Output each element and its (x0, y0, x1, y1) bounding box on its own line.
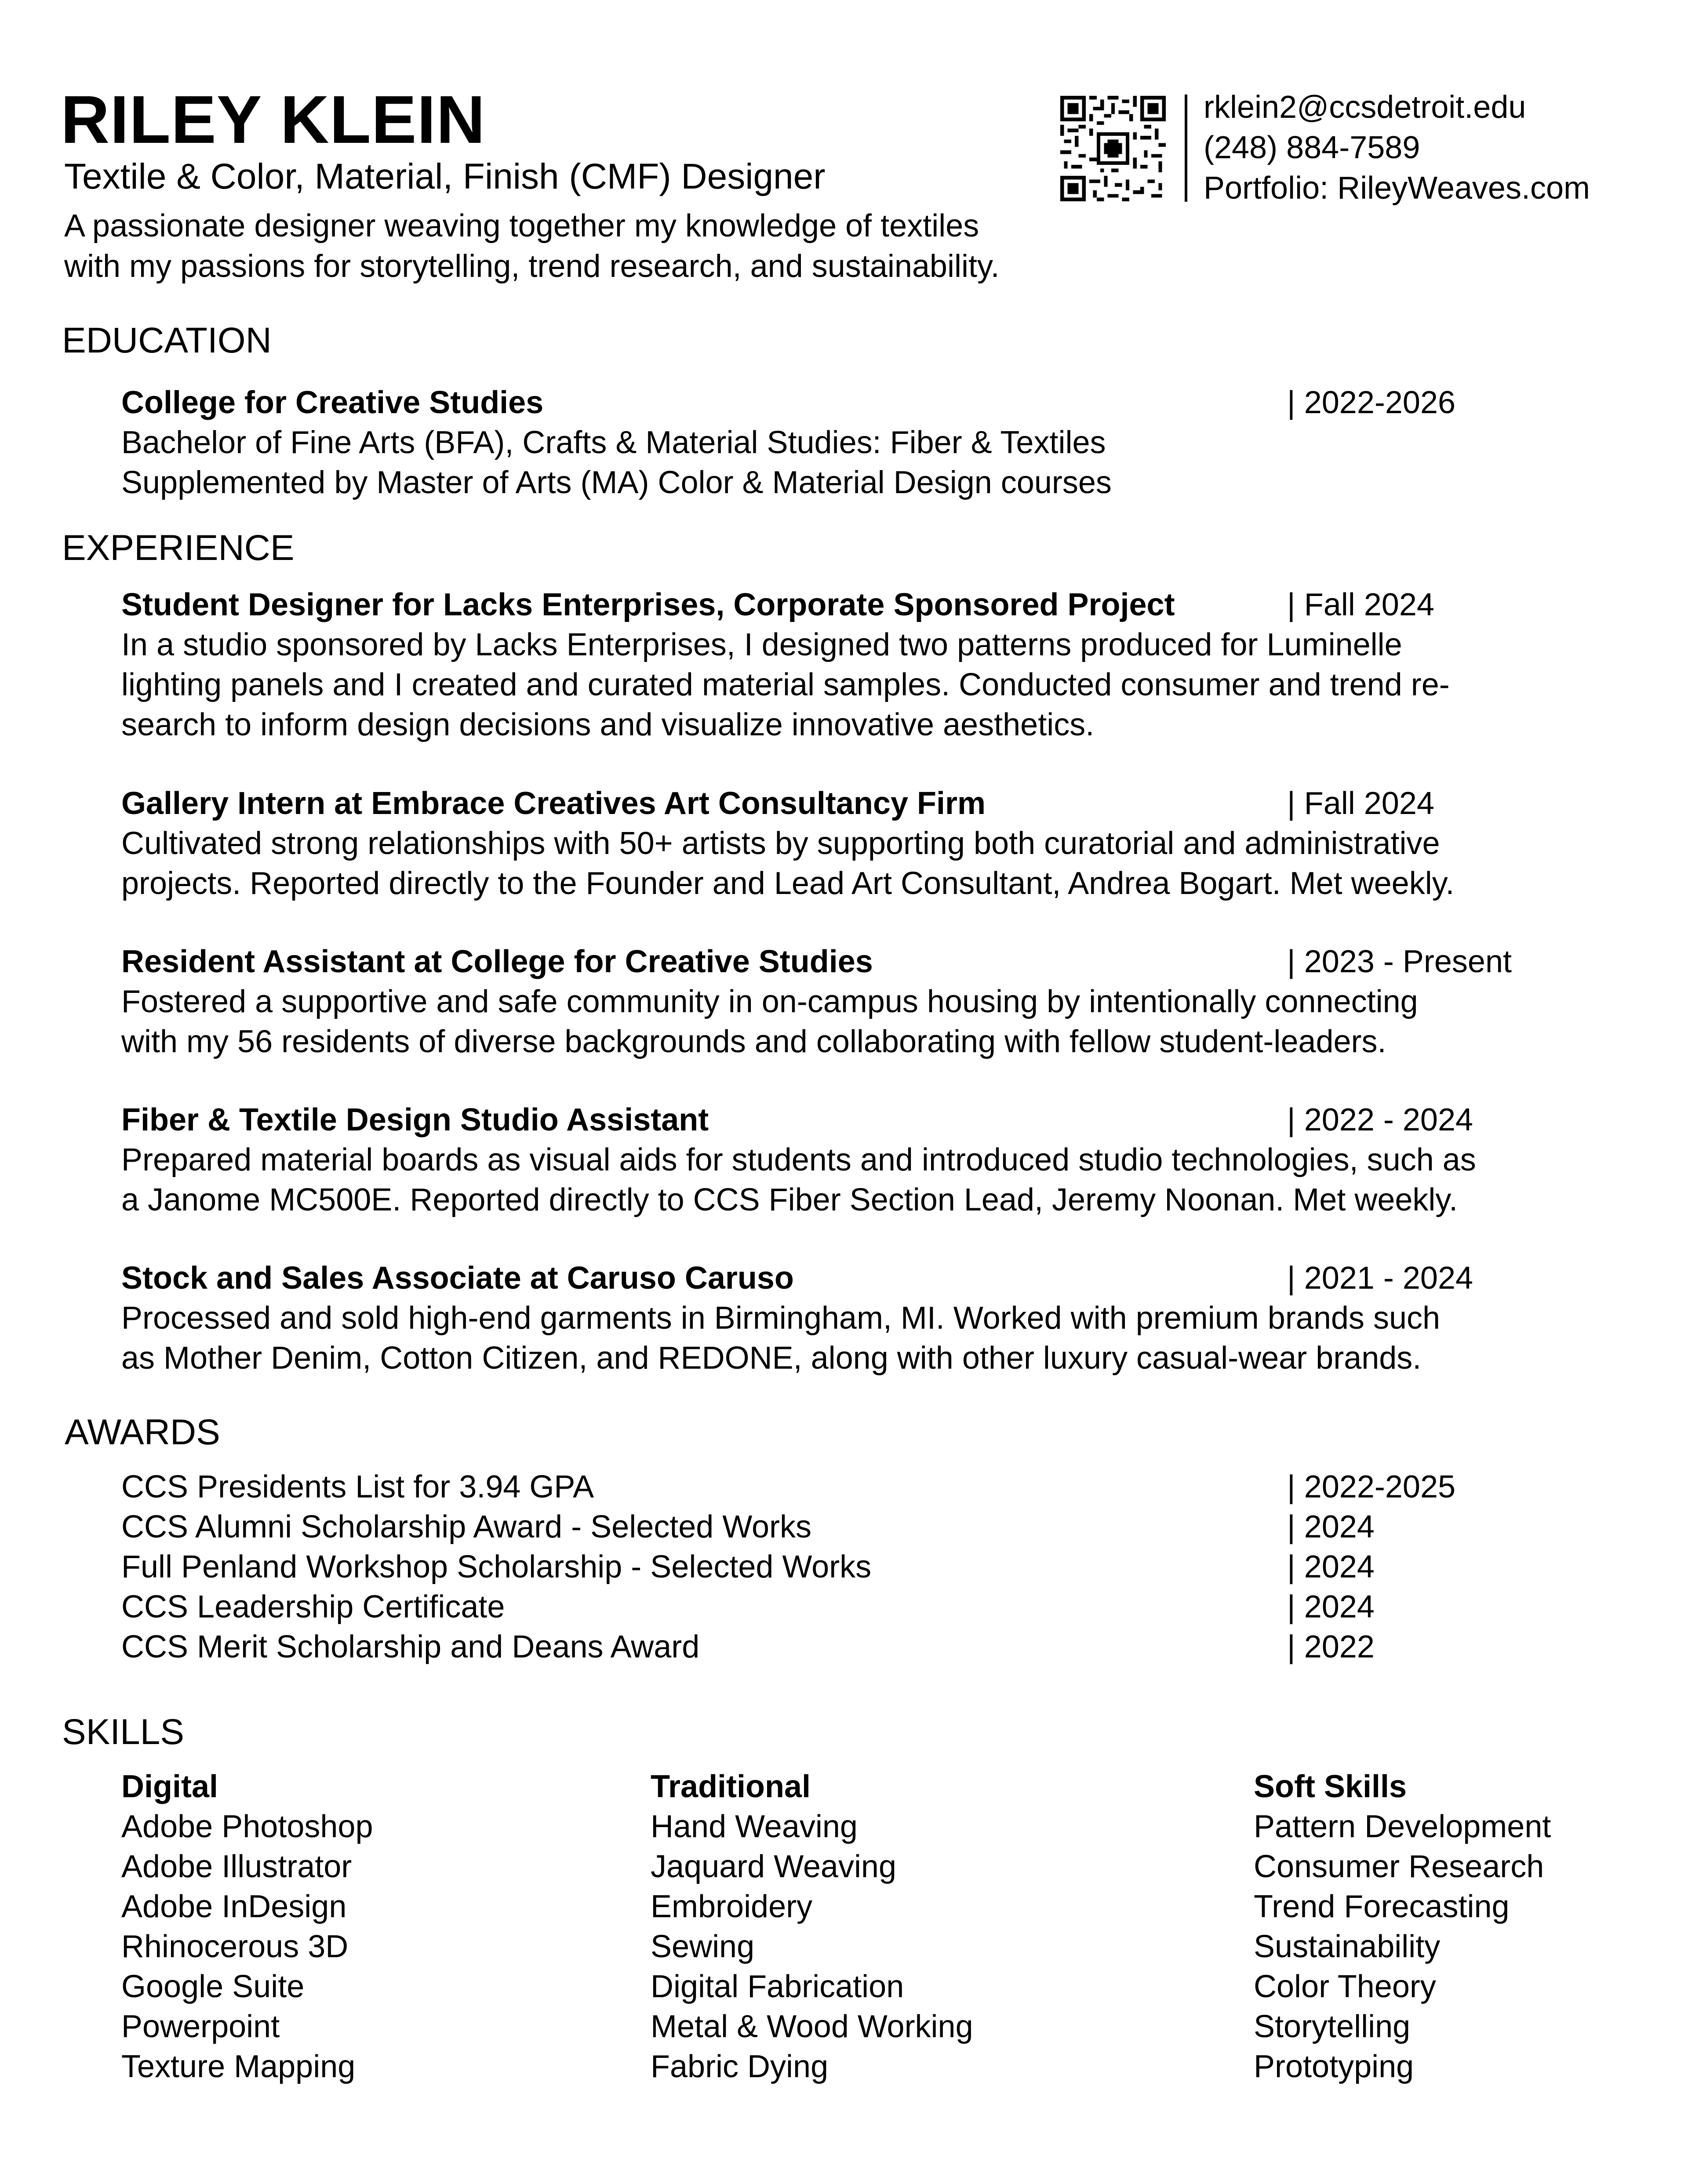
award-name: CCS Leadership Certificate (121, 1589, 505, 1624)
description-line: with my 56 residents of diverse backgrounds and collaborating with fellow student-leaders. (121, 1024, 1386, 1059)
skills-column-traditional (651, 1767, 973, 2087)
skill-item: Sewing (651, 1929, 755, 1964)
contact-info (1204, 87, 1590, 208)
skill-item: Adobe Photoshop (121, 1809, 373, 1844)
skills-column-title: Digital (121, 1769, 218, 1804)
skill-item: Embroidery (651, 1889, 813, 1924)
skill-item: Rhinocerous 3D (121, 1929, 349, 1964)
contact-phone[interactable]: (248) 884-7589 (1204, 130, 1420, 165)
summary-line: with my passions for storytelling, trend research, and sustainability. (64, 249, 1000, 284)
skill-item: Trend Forecasting (1254, 1889, 1510, 1924)
skill-item: Jaquard Weaving (651, 1849, 897, 1884)
education-line: Supplemented by Master of Arts (MA) Color & Material Design courses (121, 465, 1112, 500)
experience-description (121, 982, 1418, 1062)
description-line: projects. Reported directly to the Founder and Lead Art Consultant, Andrea Bogart. Met weekly. (121, 866, 1455, 901)
skills-column-soft (1254, 1767, 1551, 2087)
experience-date: | 2021 - 2024 (1287, 1261, 1473, 1296)
education-date: | 2022-2026 (1287, 385, 1456, 420)
skill-item: Consumer Research (1254, 1849, 1544, 1884)
experience-title: Fiber & Textile Design Studio Assistant (121, 1102, 709, 1137)
awards-heading: AWARDS (65, 1412, 220, 1452)
description-line: a Janome MC500E. Reported directly to CCS Fiber Section Lead, Jeremy Noonan. Met weekly. (121, 1182, 1458, 1217)
experience-date: | 2023 - Present (1287, 944, 1512, 979)
awards-list (121, 1467, 871, 1667)
description-line: In a studio sponsored by Lacks Enterprises, I designed two patterns produced for Luminelle (121, 627, 1402, 662)
award-date: | 2024 (1287, 1589, 1375, 1624)
summary-line: A passionate designer weaving together my knowledge of textiles (64, 208, 979, 243)
experience-description (121, 1298, 1440, 1378)
qr-code-icon[interactable] (1060, 96, 1166, 201)
award-name: CCS Alumni Scholarship Award - Selected Works (121, 1509, 812, 1544)
experience-description (121, 824, 1454, 904)
skill-item: Hand Weaving (651, 1809, 858, 1844)
award-name: CCS Merit Scholarship and Deans Award (121, 1629, 700, 1664)
description-line: Cultivated strong relationships with 50+ artists by supporting both curatorial and administrative (121, 826, 1440, 861)
skills-heading: SKILLS (62, 1712, 185, 1752)
experience-date: | 2022 - 2024 (1287, 1102, 1473, 1137)
description-line: lighting panels and I created and curated material samples. Conducted consumer and trend re- (121, 667, 1450, 702)
skill-item: Adobe Illustrator (121, 1849, 352, 1884)
experience-title: Gallery Intern at Embrace Creatives Art Consultancy Firm (121, 786, 986, 821)
skills-column-title: Soft Skills (1254, 1769, 1407, 1804)
education-line: Bachelor of Fine Arts (BFA), Crafts & Material Studies: Fiber & Textiles (121, 425, 1106, 460)
experience-title: Stock and Sales Associate at Caruso Caruso (121, 1261, 794, 1296)
skill-item: Prototyping (1254, 2049, 1414, 2084)
awards-dates (1287, 1467, 1455, 1667)
skill-item: Sustainability (1254, 1929, 1441, 1964)
skill-item: Adobe InDesign (121, 1889, 347, 1924)
header-divider (1185, 94, 1187, 202)
skills-column-digital (121, 1767, 373, 2087)
experience-description (121, 1140, 1476, 1220)
experience-heading: EXPERIENCE (62, 528, 295, 568)
resume-title: Textile & Color, Material, Finish (CMF) Designer (64, 156, 826, 196)
award-name: CCS Presidents List for 3.94 GPA (121, 1469, 594, 1504)
award-name: Full Penland Workshop Scholarship - Selected Works (121, 1549, 872, 1584)
description-line: Prepared material boards as visual aids for students and introduced studio technologies, such as (121, 1142, 1476, 1177)
experience-title: Student Designer for Lacks Enterprises, Corporate Sponsored Project (121, 587, 1175, 622)
description-line: search to inform design decisions and visualize innovative aesthetics. (121, 707, 1095, 742)
experience-description (121, 625, 1450, 745)
skill-item: Storytelling (1254, 2009, 1411, 2044)
education-school: College for Creative Studies (121, 385, 544, 420)
education-details (121, 423, 1112, 503)
award-date: | 2022-2025 (1287, 1469, 1456, 1504)
skill-item: Pattern Development (1254, 1809, 1551, 1844)
experience-title: Resident Assistant at College for Creative Studies (121, 944, 873, 979)
contact-email[interactable]: rklein2@ccsdetroit.edu (1204, 90, 1526, 125)
experience-date: | Fall 2024 (1287, 786, 1434, 821)
description-line: as Mother Denim, Cotton Citizen, and REDONE, along with other luxury casual-wear brands. (121, 1341, 1422, 1376)
skill-item: Color Theory (1254, 1969, 1436, 2004)
resume-summary (64, 206, 1000, 287)
education-heading: EDUCATION (62, 320, 272, 360)
resume-name: RILEY KLEIN (61, 82, 486, 157)
award-date: | 2024 (1287, 1509, 1375, 1544)
description-line: Fostered a supportive and safe community in on-campus housing by intentionally connecting (121, 984, 1418, 1019)
skill-item: Texture Mapping (121, 2049, 356, 2084)
skill-item: Fabric Dying (651, 2049, 829, 2084)
skill-item: Powerpoint (121, 2009, 280, 2044)
contact-portfolio[interactable]: Portfolio: RileyWeaves.com (1204, 171, 1590, 206)
description-line: Processed and sold high-end garments in Birmingham, MI. Worked with premium brands such (121, 1301, 1441, 1336)
skill-item: Google Suite (121, 1969, 305, 2004)
skills-column-title: Traditional (651, 1769, 811, 1804)
experience-date: | Fall 2024 (1287, 587, 1434, 622)
award-date: | 2024 (1287, 1549, 1375, 1584)
skill-item: Metal & Wood Working (651, 2009, 973, 2044)
skill-item: Digital Fabrication (651, 1969, 904, 2004)
award-date: | 2022 (1287, 1629, 1375, 1664)
